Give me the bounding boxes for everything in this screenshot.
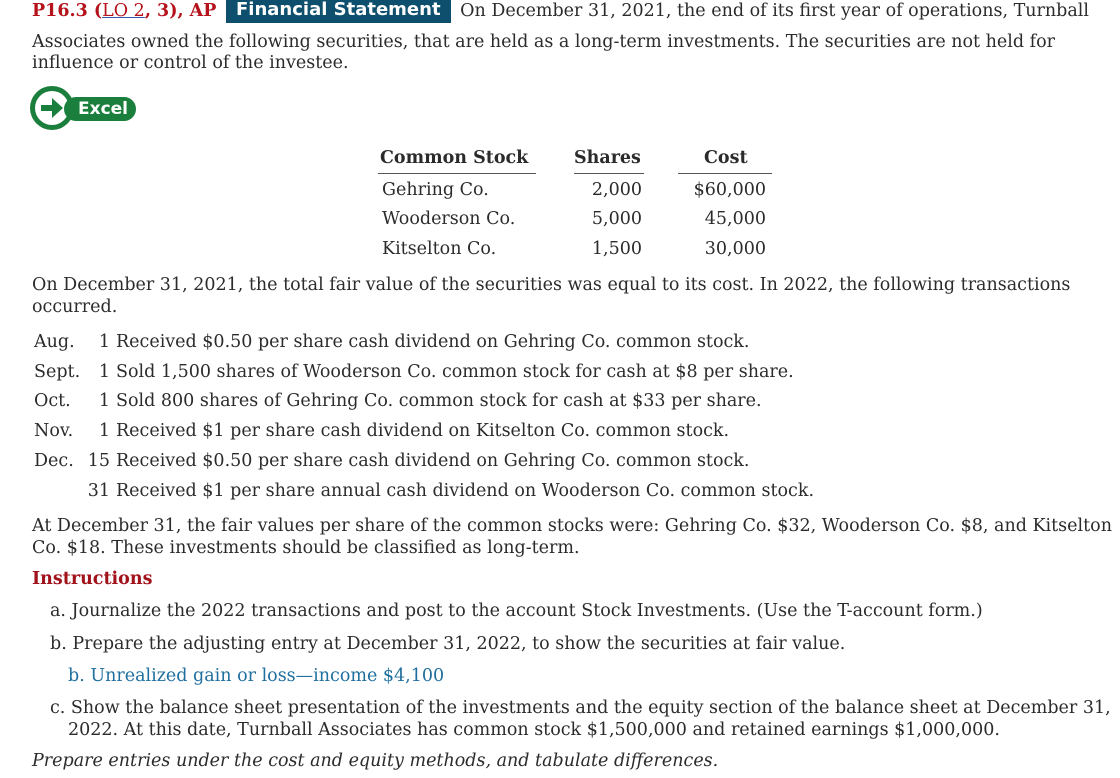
header-shares: Shares	[574, 148, 641, 168]
intro-line-3: influence or control of the investee.	[32, 53, 349, 73]
row-shares: 1,500	[591, 239, 642, 259]
row-name: Wooderson Co.	[382, 209, 516, 229]
instruction-b-answer: b. Unrealized gain or loss—income $4,100	[68, 666, 445, 686]
header-underline-shares	[574, 173, 644, 174]
header-cost: Cost	[704, 148, 748, 168]
problem-title-line	[32, 0, 1089, 26]
transaction-month: Nov.	[34, 421, 74, 441]
transaction-text: Received $1 per share cash dividend on Kitselton Co. common stock.	[116, 421, 730, 441]
row-name: Gehring Co.	[382, 180, 489, 200]
header-common-stock: Common Stock	[380, 148, 529, 168]
row-cost: 30,000	[704, 239, 766, 259]
instruction-c-line-2: 2022. At this date, Turnball Associates has common stock $1,500,000 and retained earnings $1,000,000.	[68, 720, 1000, 740]
instructions-heading: Instructions	[32, 569, 153, 589]
transaction-day: 1	[98, 391, 110, 411]
fair-value-line-1: On December 31, 2021, the total fair value of the securities was equal to its cost. In 2022, the following transactions	[32, 275, 1071, 295]
transaction-text: Received $0.50 per share cash dividend on Gehring Co. common stock.	[116, 451, 750, 471]
transaction-month: Aug.	[34, 332, 75, 352]
lo-rest: , 3), AP	[144, 1, 217, 21]
row-cost: 45,000	[704, 209, 766, 229]
instruction-b: b. Prepare the adjusting entry at December 31, 2022, to show the securities at fair value.	[50, 634, 846, 654]
footer-note: Prepare entries under the cost and equity methods, and tabulate differences.	[32, 751, 719, 771]
intro-line-1: On December 31, 2021, the end of its first year of operations, Turnball	[460, 1, 1090, 21]
transaction-month: Dec.	[34, 451, 74, 471]
transaction-day: 15	[87, 451, 110, 471]
fair-value-line-2: occurred.	[32, 297, 118, 317]
header-underline-cost	[678, 173, 772, 174]
excel-label: Excel	[64, 97, 136, 121]
financial-statement-badge: Financial Statement	[226, 0, 451, 23]
header-underline-stock	[378, 173, 536, 174]
transaction-day: 31	[87, 481, 110, 501]
transaction-text: Received $1 per share annual cash dividend on Wooderson Co. common stock.	[116, 481, 815, 501]
transaction-text: Received $0.50 per share cash dividend on Gehring Co. common stock.	[116, 332, 750, 352]
row-shares: 5,000	[591, 209, 642, 229]
transaction-day: 1	[98, 421, 110, 441]
lo-open: (	[87, 1, 103, 21]
intro-line-2: Associates owned the following securities, that are held as a long-term investments. The securities are not held for	[32, 32, 1056, 52]
instruction-c-line-1: c. Show the balance sheet presentation of the investments and the equity section of the balance sheet at December 31,	[50, 698, 1111, 718]
row-name: Kitselton Co.	[382, 239, 497, 259]
transaction-month: Sept.	[34, 362, 81, 382]
transaction-month: Oct.	[34, 391, 71, 411]
transaction-text: Sold 800 shares of Gehring Co. common stock for cash at $33 per share.	[116, 391, 762, 411]
lo-link[interactable]: LO 2	[102, 1, 145, 21]
transaction-text: Sold 1,500 shares of Wooderson Co. common stock for cash at $8 per share.	[116, 362, 794, 382]
row-cost: $60,000	[693, 180, 766, 200]
excel-button[interactable]	[30, 86, 138, 130]
transaction-day: 1	[98, 362, 110, 382]
year-end-line-2: Co. $18. These investments should be classified as long-term.	[32, 538, 580, 558]
year-end-line-1: At December 31, the fair values per share of the common stocks were: Gehring Co. $32, Wooderson Co. $8, and Kitselton	[32, 516, 1112, 536]
transaction-day: 1	[98, 332, 110, 352]
row-shares: 2,000	[591, 180, 642, 200]
problem-code: P16.3	[32, 1, 88, 21]
instruction-a: a. Journalize the 2022 transactions and post to the account Stock Investments. (Use the T-account form.)	[50, 601, 983, 621]
